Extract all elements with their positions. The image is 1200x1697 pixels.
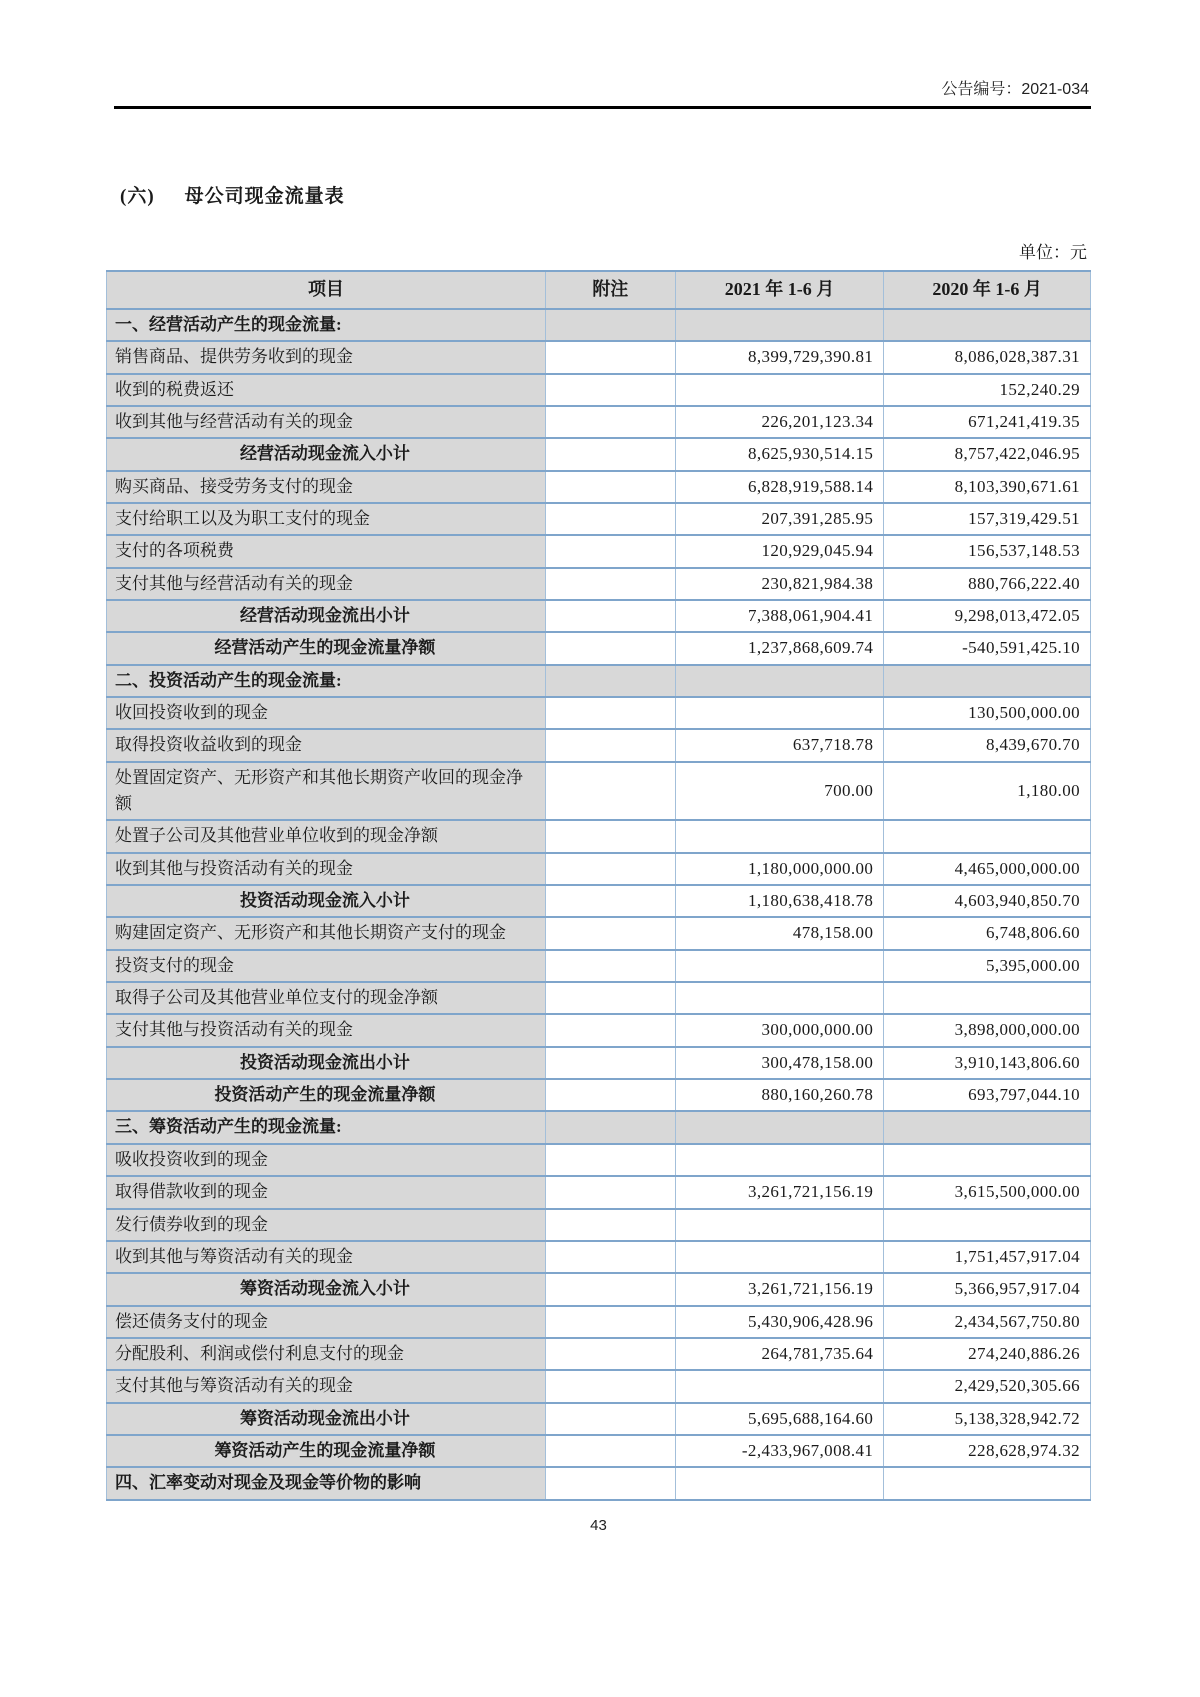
value-2020-cell: 6,748,806.60 [884, 917, 1091, 949]
column-header-note: 附注 [545, 271, 675, 309]
note-cell [545, 406, 675, 438]
table-row [107, 632, 1091, 664]
value-2020-cell: 3,615,500,000.00 [884, 1176, 1091, 1208]
column-header-2020: 2020 年 1-6 月 [884, 271, 1091, 309]
cash-flow-table-body [107, 309, 1091, 1500]
value-2021-cell [675, 1111, 884, 1143]
table-header-row [107, 271, 1091, 309]
table-row [107, 1079, 1091, 1111]
note-cell [545, 1176, 675, 1208]
table-row [107, 1047, 1091, 1079]
note-cell [545, 1467, 675, 1499]
item-label-cell: 收到其他与筹资活动有关的现金 [107, 1241, 546, 1273]
note-cell [545, 471, 675, 503]
section-heading-number: (六) [120, 186, 155, 207]
item-label-cell: 经营活动现金流出小计 [107, 600, 546, 632]
item-label-cell: 偿还债务支付的现金 [107, 1306, 546, 1338]
value-2020-cell: 693,797,044.10 [884, 1079, 1091, 1111]
value-2020-cell: 5,366,957,917.04 [884, 1273, 1091, 1305]
note-cell [545, 1144, 675, 1176]
value-2021-cell: 700.00 [675, 762, 884, 821]
note-cell [545, 341, 675, 373]
header-rule [114, 106, 1091, 109]
unit-label: 单位：元 [1019, 243, 1087, 262]
table-row [107, 438, 1091, 470]
table-row [107, 1273, 1091, 1305]
column-header-2021: 2021 年 1-6 月 [675, 271, 884, 309]
value-2020-cell [884, 309, 1091, 341]
table-row [107, 1467, 1091, 1499]
table-row [107, 729, 1091, 761]
value-2021-cell: 880,160,260.78 [675, 1079, 884, 1111]
value-2020-cell [884, 820, 1091, 852]
value-2021-cell: -2,433,967,008.41 [675, 1435, 884, 1467]
note-cell [545, 853, 675, 885]
table-row [107, 1014, 1091, 1046]
cash-flow-table [106, 270, 1091, 1501]
value-2021-cell [675, 1467, 884, 1499]
value-2020-cell: 130,500,000.00 [884, 697, 1091, 729]
table-row [107, 600, 1091, 632]
table-row [107, 665, 1091, 697]
note-cell [545, 820, 675, 852]
note-cell [545, 568, 675, 600]
value-2021-cell: 478,158.00 [675, 917, 884, 949]
note-cell [545, 950, 675, 982]
note-cell [545, 1241, 675, 1273]
value-2021-cell: 300,478,158.00 [675, 1047, 884, 1079]
announcement-number: 公告编号：2021-034 [941, 81, 1089, 98]
note-cell [545, 917, 675, 949]
value-2021-cell [675, 1370, 884, 1402]
item-label-cell: 分配股利、利润或偿付利息支付的现金 [107, 1338, 546, 1370]
value-2020-cell [884, 1467, 1091, 1499]
note-cell [545, 1209, 675, 1241]
value-2020-cell: 156,537,148.53 [884, 535, 1091, 567]
value-2021-cell [675, 950, 884, 982]
value-2021-cell [675, 820, 884, 852]
value-2020-cell: -540,591,425.10 [884, 632, 1091, 664]
item-label-cell: 吸收投资收到的现金 [107, 1144, 546, 1176]
table-row [107, 950, 1091, 982]
value-2021-cell: 637,718.78 [675, 729, 884, 761]
table-row [107, 406, 1091, 438]
item-label-cell: 取得投资收益收到的现金 [107, 729, 546, 761]
note-cell [545, 1014, 675, 1046]
table-row [107, 503, 1091, 535]
value-2021-cell: 226,201,123.34 [675, 406, 884, 438]
table-row [107, 471, 1091, 503]
note-cell [545, 1435, 675, 1467]
table-row [107, 982, 1091, 1014]
item-label-cell: 三、筹资活动产生的现金流量: [107, 1111, 546, 1143]
value-2020-cell: 157,319,429.51 [884, 503, 1091, 535]
note-cell [545, 632, 675, 664]
column-header-item: 项目 [107, 271, 546, 309]
value-2020-cell [884, 1144, 1091, 1176]
note-cell [545, 1338, 675, 1370]
table-row [107, 309, 1091, 341]
item-label-cell: 购建固定资产、无形资产和其他长期资产支付的现金 [107, 917, 546, 949]
value-2021-cell [675, 665, 884, 697]
note-cell [545, 1403, 675, 1435]
value-2020-cell: 8,086,028,387.31 [884, 341, 1091, 373]
value-2021-cell: 264,781,735.64 [675, 1338, 884, 1370]
value-2020-cell: 1,751,457,917.04 [884, 1241, 1091, 1273]
value-2020-cell: 9,298,013,472.05 [884, 600, 1091, 632]
item-label-cell: 销售商品、提供劳务收到的现金 [107, 341, 546, 373]
item-label-cell: 投资活动产生的现金流量净额 [107, 1079, 546, 1111]
value-2020-cell [884, 665, 1091, 697]
item-label-cell: 投资支付的现金 [107, 950, 546, 982]
item-label-cell: 支付其他与筹资活动有关的现金 [107, 1370, 546, 1402]
value-2020-cell: 4,465,000,000.00 [884, 853, 1091, 885]
note-cell [545, 374, 675, 406]
item-label-cell: 取得借款收到的现金 [107, 1176, 546, 1208]
value-2020-cell: 4,603,940,850.70 [884, 885, 1091, 917]
table-row [107, 1370, 1091, 1402]
item-label-cell: 投资活动现金流出小计 [107, 1047, 546, 1079]
table-row [107, 853, 1091, 885]
note-cell [545, 1047, 675, 1079]
value-2021-cell [675, 1241, 884, 1273]
value-2021-cell: 8,625,930,514.15 [675, 438, 884, 470]
value-2021-cell: 120,929,045.94 [675, 535, 884, 567]
value-2021-cell [675, 697, 884, 729]
table-row [107, 1209, 1091, 1241]
item-label-cell: 支付给职工以及为职工支付的现金 [107, 503, 546, 535]
table-row [107, 820, 1091, 852]
value-2020-cell: 274,240,886.26 [884, 1338, 1091, 1370]
value-2021-cell: 300,000,000.00 [675, 1014, 884, 1046]
item-label-cell: 投资活动现金流入小计 [107, 885, 546, 917]
value-2020-cell: 3,910,143,806.60 [884, 1047, 1091, 1079]
table-row [107, 1435, 1091, 1467]
item-label-cell: 收到其他与投资活动有关的现金 [107, 853, 546, 885]
note-cell [545, 697, 675, 729]
value-2021-cell: 5,695,688,164.60 [675, 1403, 884, 1435]
item-label-cell: 筹资活动产生的现金流量净额 [107, 1435, 546, 1467]
value-2021-cell: 3,261,721,156.19 [675, 1273, 884, 1305]
value-2020-cell: 1,180.00 [884, 762, 1091, 821]
table-row [107, 1306, 1091, 1338]
item-label-cell: 四、汇率变动对现金及现金等价物的影响 [107, 1467, 546, 1499]
table-row [107, 568, 1091, 600]
item-label-cell: 购买商品、接受劳务支付的现金 [107, 471, 546, 503]
value-2020-cell [884, 982, 1091, 1014]
value-2021-cell: 1,237,868,609.74 [675, 632, 884, 664]
value-2020-cell: 880,766,222.40 [884, 568, 1091, 600]
value-2020-cell: 2,429,520,305.66 [884, 1370, 1091, 1402]
note-cell [545, 1370, 675, 1402]
table-row [107, 885, 1091, 917]
note-cell [545, 535, 675, 567]
value-2021-cell: 230,821,984.38 [675, 568, 884, 600]
item-label-cell: 支付其他与经营活动有关的现金 [107, 568, 546, 600]
table-row [107, 917, 1091, 949]
note-cell [545, 503, 675, 535]
value-2021-cell: 1,180,000,000.00 [675, 853, 884, 885]
item-label-cell: 经营活动产生的现金流量净额 [107, 632, 546, 664]
table-row [107, 697, 1091, 729]
value-2020-cell: 152,240.29 [884, 374, 1091, 406]
note-cell [545, 729, 675, 761]
item-label-cell: 收回投资收到的现金 [107, 697, 546, 729]
value-2020-cell: 5,138,328,942.72 [884, 1403, 1091, 1435]
value-2020-cell: 3,898,000,000.00 [884, 1014, 1091, 1046]
note-cell [545, 982, 675, 1014]
item-label-cell: 筹资活动现金流入小计 [107, 1273, 546, 1305]
value-2021-cell [675, 309, 884, 341]
value-2021-cell [675, 1209, 884, 1241]
table-row [107, 1241, 1091, 1273]
value-2021-cell [675, 982, 884, 1014]
item-label-cell: 收到的税费返还 [107, 374, 546, 406]
note-cell [545, 885, 675, 917]
table-row [107, 341, 1091, 373]
value-2021-cell: 8,399,729,390.81 [675, 341, 884, 373]
value-2020-cell [884, 1111, 1091, 1143]
item-label-cell: 二、投资活动产生的现金流量: [107, 665, 546, 697]
item-label-cell: 收到其他与经营活动有关的现金 [107, 406, 546, 438]
table-row [107, 1338, 1091, 1370]
note-cell [545, 438, 675, 470]
value-2021-cell [675, 1144, 884, 1176]
table-row [107, 1111, 1091, 1143]
note-cell [545, 600, 675, 632]
value-2020-cell: 8,103,390,671.61 [884, 471, 1091, 503]
item-label-cell: 发行债券收到的现金 [107, 1209, 546, 1241]
note-cell [545, 665, 675, 697]
page-number: 43 [590, 1516, 607, 1534]
value-2021-cell: 6,828,919,588.14 [675, 471, 884, 503]
value-2020-cell: 228,628,974.32 [884, 1435, 1091, 1467]
value-2021-cell: 1,180,638,418.78 [675, 885, 884, 917]
value-2021-cell: 207,391,285.95 [675, 503, 884, 535]
item-label-cell: 处置固定资产、无形资产和其他长期资产收回的现金净额 [107, 762, 546, 821]
item-label-cell: 支付的各项税费 [107, 535, 546, 567]
value-2020-cell: 5,395,000.00 [884, 950, 1091, 982]
table-row [107, 535, 1091, 567]
table-row [107, 1176, 1091, 1208]
item-label-cell: 支付其他与投资活动有关的现金 [107, 1014, 546, 1046]
value-2020-cell: 2,434,567,750.80 [884, 1306, 1091, 1338]
note-cell [545, 762, 675, 821]
value-2021-cell [675, 374, 884, 406]
item-label-cell: 一、经营活动产生的现金流量: [107, 309, 546, 341]
value-2021-cell: 5,430,906,428.96 [675, 1306, 884, 1338]
value-2021-cell: 7,388,061,904.41 [675, 600, 884, 632]
note-cell [545, 1306, 675, 1338]
page-content [106, 0, 1091, 1534]
note-cell [545, 309, 675, 341]
value-2020-cell [884, 1209, 1091, 1241]
item-label-cell: 处置子公司及其他营业单位收到的现金净额 [107, 820, 546, 852]
section-heading-title: 母公司现金流量表 [184, 186, 345, 207]
note-cell [545, 1111, 675, 1143]
note-cell [545, 1079, 675, 1111]
note-cell [545, 1273, 675, 1305]
value-2020-cell: 8,439,670.70 [884, 729, 1091, 761]
table-row [107, 374, 1091, 406]
item-label-cell: 经营活动现金流入小计 [107, 438, 546, 470]
item-label-cell: 筹资活动现金流出小计 [107, 1403, 546, 1435]
table-row [107, 1144, 1091, 1176]
value-2020-cell: 671,241,419.35 [884, 406, 1091, 438]
table-row [107, 1403, 1091, 1435]
value-2020-cell: 8,757,422,046.95 [884, 438, 1091, 470]
item-label-cell: 取得子公司及其他营业单位支付的现金净额 [107, 982, 546, 1014]
section-heading [120, 181, 1091, 208]
table-row [107, 762, 1091, 821]
value-2021-cell: 3,261,721,156.19 [675, 1176, 884, 1208]
